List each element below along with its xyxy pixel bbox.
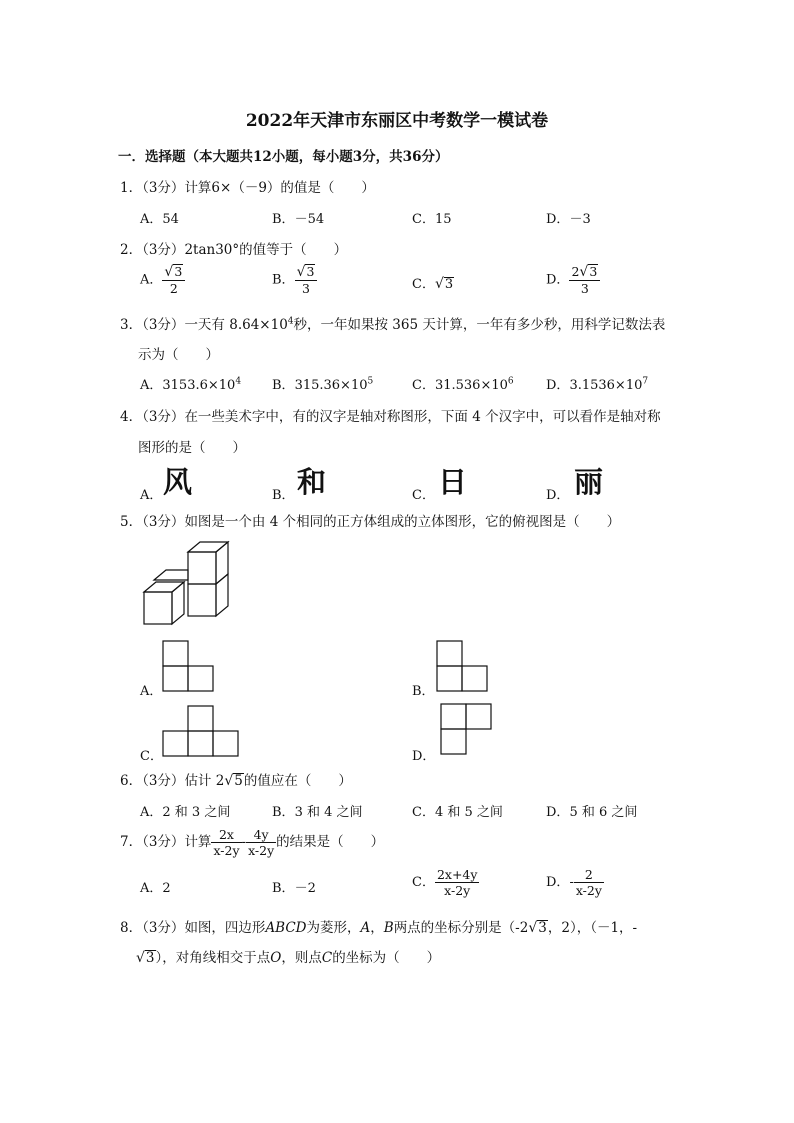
q5-figure-a (162, 640, 216, 694)
question-7: 7．（3分）计算 $\frac{2x}{x-2y}$ - $\frac{4y}{x-2y}$ 的结果是（ ） (120, 827, 385, 858)
question-8-line1: 8．（3分）如图，四边形ABCD为菱形，A，B两点的坐标分别是（-2√3，2），（－1，- (120, 920, 638, 936)
q6-option-c: C．4 和 5 之间 (412, 805, 503, 820)
q5-label-c: C． (140, 749, 163, 764)
q6-option-b: B．3 和 4 之间 (272, 805, 363, 820)
q4-char-b: 和 (297, 465, 327, 499)
q6-option-a: A．2 和 3 之间 (140, 805, 231, 820)
question-3-line2: 示为（ ） (138, 347, 219, 363)
section-heading: 一．选择题（本大题共12小题，每小题3分，共36分） (118, 149, 449, 165)
question-8-line2: √3），对角线相交于点O，则点C的坐标为（ ） (136, 950, 441, 966)
question-2: 2．（3分）2tan30°的值等于（ ） (120, 242, 348, 258)
q7-option-a: A．2 (140, 881, 171, 896)
q1-option-c: C．15 (412, 212, 452, 227)
q3-option-d: D．$3.1536\times 10^7$ (546, 376, 649, 393)
q2-option-c: C．√3 (412, 276, 454, 292)
q5-label-d: D． (412, 749, 436, 764)
question-4-line2: 图形的是（ ） (138, 440, 246, 456)
q2-option-b: B． $\frac{√3}{3}$ (272, 264, 317, 296)
q7-option-c: C． $\frac{2x+4y}{x-2y}$ (412, 867, 478, 898)
q5-figure-b (436, 640, 490, 694)
q1-option-b: B．－54 (272, 212, 325, 227)
question-6: 6．（3分）估计 2√5的值应在（ ） (120, 773, 352, 789)
q3-option-c: C．$31.536\times 10^6$ (412, 376, 514, 393)
q5-figure-d (440, 703, 496, 759)
q4-label-d: D． (546, 488, 570, 503)
question-3-line1: 3．（3分）一天有 $8.64\times 10^4$秒，一年如果按 365 天计算，一年有多少秒，用科学记数法表 (120, 316, 666, 333)
q7-option-b: B．－2 (272, 881, 316, 896)
q2-option-d: D． $\frac{2√3}{3}$ (546, 264, 600, 296)
question-1: 1．（3分）计算6×（－9）的值是（ ） (120, 180, 375, 196)
q4-char-c: 日 (438, 465, 468, 499)
q1-option-a: A．54 (140, 212, 179, 227)
question-4-line1: 4．（3分）在一些美术字中，有的汉字是轴对称图形，下面 4 个汉字中，可以看作是轴对称 (120, 409, 661, 425)
page-title: 2022年天津市东丽区中考数学一模试卷 (245, 111, 549, 131)
question-5: 5．（3分）如图是一个由 4 个相同的正方体组成的立体图形，它的俯视图是（ ） (120, 514, 621, 530)
q5-label-a: A． (140, 684, 163, 699)
q5-label-b: B． (412, 684, 435, 699)
q4-char-d: 丽 (574, 465, 604, 499)
q4-label-a: A． (140, 488, 163, 503)
q1-option-d: D．－3 (546, 212, 591, 227)
q3-option-a: A．$3153.6\times 10^4$ (140, 376, 242, 393)
q7-option-d: D．- $\frac{2}{x-2y}$ (546, 867, 602, 898)
q3-option-b: B．$315.36\times 10^5$ (272, 376, 374, 393)
q4-label-c: C． (412, 488, 435, 503)
q5-figure-c (162, 705, 242, 759)
q2-option-a: A． $\frac{√3}{2}$ (140, 264, 185, 296)
q5-cube-figure (140, 540, 240, 630)
q6-option-d: D．5 和 6 之间 (546, 805, 638, 820)
q4-label-b: B． (272, 488, 295, 503)
q4-char-a: 风 (163, 465, 193, 499)
